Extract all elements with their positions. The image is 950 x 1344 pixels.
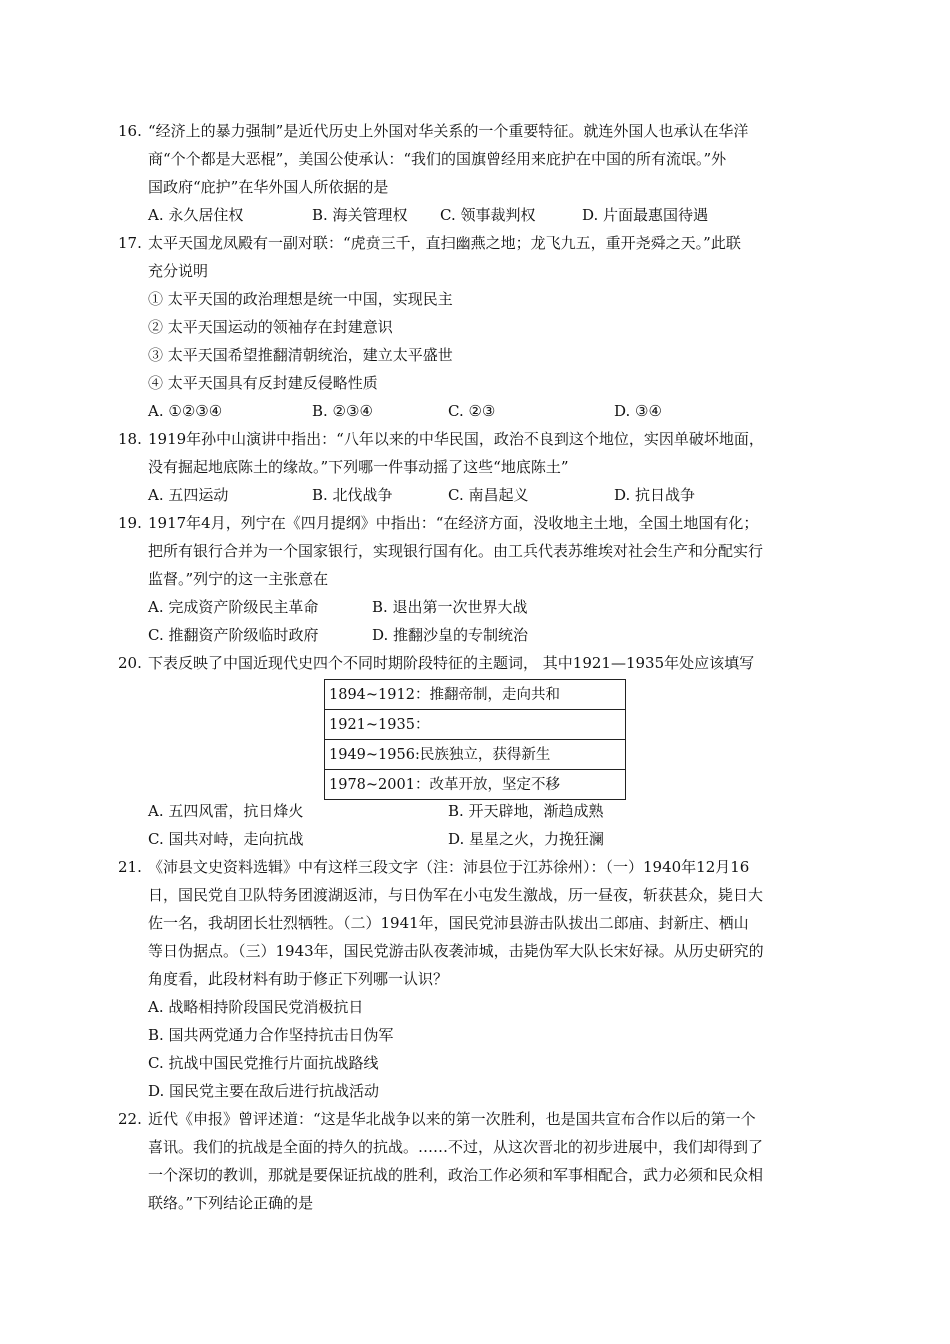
option-a[interactable]: A. ①②③④: [148, 402, 223, 420]
question-text: 国政府“庇护”在华外国人所依据的是: [148, 178, 389, 196]
table-row: [325, 680, 626, 710]
option-a[interactable]: A. 五四风雷，抗日烽火: [148, 802, 304, 820]
question-text: 等日伪据点。（三）1943年，国民党游击队夜袭沛城，击毙伪军大队长宋好禄。从历史研究的: [148, 942, 764, 960]
option-a[interactable]: A. 五四运动: [148, 486, 229, 504]
question-text: 角度看，此段材料有助于修正下列哪一认识？: [148, 970, 449, 988]
question-text: 没有掘起地底陈土的缘故。”下列哪一件事动摇了这些“地底陈土”: [148, 458, 569, 476]
question-text: 佐一名，我胡团长壮烈牺牲。（二）1941年，国民党沛县游击队拔出二郎庙、封新庄、栖山: [148, 914, 749, 932]
option-d[interactable]: D. 片面最惠国待遇: [582, 206, 709, 224]
question-number: 20.: [118, 654, 142, 672]
theme-table: [324, 679, 626, 800]
option-d[interactable]: D. 国民党主要在敌后进行抗战活动: [148, 1082, 380, 1100]
option-b[interactable]: B. 海关管理权: [312, 206, 408, 224]
question-text: 《沛县文史资料选辑》中有这样三段文字（注：沛县位于江苏徐州）：（一）1940年12月16: [148, 858, 750, 876]
statement: ④ 太平天国具有反封建反侵略性质: [148, 374, 378, 392]
option-c[interactable]: C. 南昌起义: [448, 486, 529, 504]
option-b[interactable]: B. 北伐战争: [312, 486, 393, 504]
option-c[interactable]: C. ②③: [448, 402, 496, 420]
statement: ① 太平天国的政治理想是统一中国，实现民主: [148, 290, 453, 308]
option-d[interactable]: D. 抗日战争: [614, 486, 696, 504]
question-number: 16.: [118, 122, 142, 140]
option-c[interactable]: C. 国共对峙，走向抗战: [148, 830, 304, 848]
question-text: 近代《申报》曾评述道：“这是华北战争以来的第一次胜利，也是国共宣布合作以后的第一个: [148, 1110, 756, 1128]
question-text: 1919年孙中山演讲中指出：“八年以来的中华民国，政治不良到这个地位，实因单破坏地面，: [148, 430, 764, 448]
table-row: [325, 740, 626, 770]
question-text: 喜讯。我们的抗战是全面的持久的抗战。……不过，从这次晋北的初步进展中，我们却得到了: [148, 1138, 764, 1156]
option-b[interactable]: B. 退出第一次世界大战: [372, 598, 528, 616]
table-cell: 1978~2001：改革开放，坚定不移: [325, 770, 626, 800]
question-number: 19.: [118, 514, 142, 532]
question-text: 充分说明: [148, 262, 209, 280]
option-c[interactable]: C. 推翻资产阶级临时政府: [148, 626, 319, 644]
question-number: 17.: [118, 234, 142, 252]
question-text: 日，国民党自卫队特务团渡湖返沛，与日伪军在小屯发生激战，历一昼夜，斩获甚众，毙日大: [148, 886, 764, 904]
question-text: 1917年4月，列宁在《四月提纲》中指出：“在经济方面，没收地主土地，全国土地国有化；: [148, 514, 759, 532]
option-b[interactable]: B. 国共两党通力合作坚持抗击日伪军: [148, 1026, 394, 1044]
question-text: 下表反映了中国近现代史四个不同时期阶段特征的主题词， 其中1921—1935年处应该填写: [148, 654, 755, 672]
option-c[interactable]: C. 领事裁判权: [440, 206, 536, 224]
option-c[interactable]: C. 抗战中国民党推行片面抗战路线: [148, 1054, 379, 1072]
option-a[interactable]: A. 永久居住权: [148, 206, 244, 224]
table-row: [325, 710, 626, 740]
option-d[interactable]: D. 推翻沙皇的专制统治: [372, 626, 529, 644]
table-row: [325, 770, 626, 800]
statement: ③ 太平天国希望推翻清朝统治，建立太平盛世: [148, 346, 453, 364]
option-b[interactable]: B. ②③④: [312, 402, 373, 420]
table-cell: 1949~1956:民族独立，获得新生: [325, 740, 626, 770]
statement: ② 太平天国运动的领袖存在封建意识: [148, 318, 393, 336]
question-text: 太平天国龙凤殿有一副对联：“虎贲三千，直扫幽燕之地；龙飞九五，重开尧舜之天。”此联: [148, 234, 741, 252]
question-number: 21.: [118, 858, 142, 876]
question-text: “经济上的暴力强制”是近代历史上外国对华关系的一个重要特征。就连外国人也承认在华洋: [148, 122, 749, 140]
option-d[interactable]: D. 星星之火，力挽狂澜: [448, 830, 605, 848]
question-text: 监督。”列宁的这一主张意在: [148, 570, 329, 588]
table-cell: 1894~1912：推翻帝制，走向共和: [325, 680, 626, 710]
question-text: 联络。”下列结论正确的是: [148, 1194, 314, 1212]
option-d[interactable]: D. ③④: [614, 402, 662, 420]
option-a[interactable]: A. 完成资产阶级民主革命: [148, 598, 319, 616]
question-text: 一个深切的教训，那就是要保证抗战的胜利，政治工作必须和军事相配合，武力必须和民众相: [148, 1166, 764, 1184]
option-a[interactable]: A. 战略相持阶段国民党消极抗日: [148, 998, 364, 1016]
question-number: 22.: [118, 1110, 142, 1128]
question-number: 18.: [118, 430, 142, 448]
table-cell: 1921~1935：: [325, 710, 626, 740]
option-b[interactable]: B. 开天辟地，渐趋成熟: [448, 802, 604, 820]
question-text: 把所有银行合并为一个国家银行，实现银行国有化。由工兵代表苏维埃对社会生产和分配实行: [148, 542, 764, 560]
question-text: 商“个个都是大恶棍”，美国公使承认：“我们的国旗曾经用来庇护在中国的所有流氓。”外: [148, 150, 727, 168]
